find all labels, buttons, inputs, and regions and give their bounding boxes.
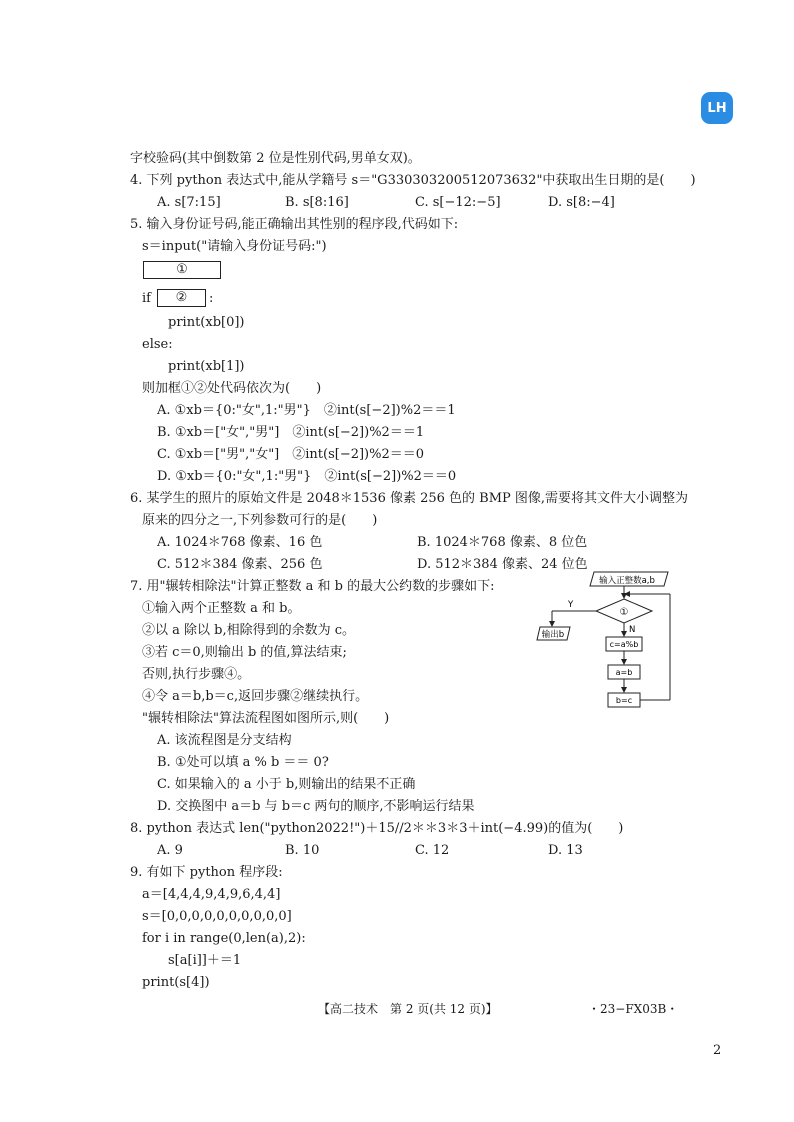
q8-option-b: B. 10 [285, 843, 320, 858]
q8-stem: 8. python 表达式 len("python2022!")＋15//2＊＊3＊3＋int(−4.99)的值为( ) [130, 821, 624, 836]
flow-step-c-label: c=a%b [609, 640, 639, 649]
flow-step-a-label: a=b [615, 668, 633, 677]
q9-code-line-1: a＝[4,4,4,9,4,9,6,4,4] [142, 887, 281, 902]
q5-option-c: C. ①xb＝["男","女"] ②int(s[−2])%2＝＝0 [157, 447, 425, 462]
flow-decision-label: ① [619, 607, 629, 618]
q9-stem: 9. 有如下 python 程序段: [130, 865, 283, 880]
q5-code-print1: print(xb[1]) [168, 359, 245, 374]
q5-blank-box-1: ① [143, 261, 221, 279]
q6-stem-line1: 6. 某学生的照片的原始文件是 2048＊1536 像素 256 色的 BMP 图像,需要将其文件大小调整为 [130, 491, 689, 506]
q3-tail-text: 字校验码(其中倒数第 2 位是性别代码,男单女双)。 [130, 151, 421, 166]
q7-step-2: ②以 a 除以 b,相除得到的余数为 c。 [142, 623, 356, 638]
q5-code-print0: print(xb[0]) [168, 315, 245, 330]
q5-if-colon: : [209, 291, 214, 306]
q5-blank-box-2: ② [157, 289, 206, 307]
q6-option-a: A. 1024＊768 像素、16 色 [157, 535, 323, 550]
q5-option-b: B. ①xb＝["女","男"] ②int(s[−2])%2＝＝1 [157, 425, 425, 440]
q5-option-d: D. ①xb＝{0:"女",1:"男"} ②int(s[−2])%2＝＝0 [157, 469, 457, 484]
q7-step-4: ④令 a＝b,b＝c,返回步骤②继续执行。 [142, 689, 369, 704]
q7-step-3: ③若 c＝0,则输出 b 的值,算法结束; [142, 645, 347, 660]
q8-option-a: A. 9 [157, 843, 183, 858]
q9-code-line-4: s[a[i]]＋＝1 [168, 953, 242, 968]
q4-option-a: A. s[7:15] [157, 195, 221, 210]
q4-stem: 4. 下列 python 表达式中,能从学籍号 s＝"G33030320051207363​2"中获取出生日期的是( ) [130, 173, 696, 188]
q4-option-c: C. s[−12:−5] [415, 195, 501, 210]
q8-option-d: D. 13 [548, 843, 583, 858]
q9-code-line-5: print(s[4]) [142, 975, 210, 990]
q4-option-d: D. s[8:−4] [548, 195, 615, 210]
q6-option-d: D. 512＊384 像素、24 位色 [417, 557, 588, 572]
flow-no-label: N [629, 625, 636, 635]
q6-option-c: C. 512＊384 像素、256 色 [157, 557, 323, 572]
flow-yes-label: Y [568, 600, 574, 610]
q5-question: 则加框①②处代码依次为( ) [142, 381, 322, 396]
flow-output-label: 输出b [541, 630, 565, 640]
q8-option-c: C. 12 [415, 843, 450, 858]
q5-option-a: A. ①xb＝{0:"女",1:"男"} ②int(s[−2])%2＝＝1 [157, 403, 456, 418]
q9-code-line-3: for i in range(0,len(a),2): [142, 931, 306, 946]
q4-option-b: B. s[8:16] [285, 195, 349, 210]
q7-option-b: B. ①处可以填 a % b ＝＝ 0? [157, 755, 329, 770]
q7-option-d: D. 交换图中 a＝b 与 b＝c 两句的顺序,不影响运行结果 [157, 799, 475, 814]
q7-stem: 7. 用"辗转相除法"计算正整数 a 和 b 的最大公约数的步骤如下: [130, 579, 495, 594]
q5-if-keyword: if [142, 291, 151, 306]
q6-stem-line2: 原来的四分之一,下列参数可行的是( ) [142, 513, 378, 528]
q5-code-else: else: [142, 337, 173, 352]
page-number: 2 [713, 1043, 722, 1058]
flow-input-label: 输入正整数a,b [599, 576, 655, 586]
q5-stem: 5. 输入身份证号码,能正确输出其性别的程序段,代码如下: [130, 217, 459, 232]
q7-step-1: ①输入两个正整数 a 和 b。 [142, 601, 301, 616]
footer-code: ・23−FX03B・ [588, 1002, 679, 1016]
q5-code-input-line: s＝input("请输入身份证号码:") [142, 239, 327, 254]
q9-code-line-2: s＝[0,0,0,0,0,0,0,0,0,0] [142, 909, 292, 924]
q7-option-a: A. 该流程图是分支结构 [157, 733, 292, 748]
flow-step-b-label: b=c [615, 696, 633, 705]
q6-option-b: B. 1024＊768 像素、8 位色 [417, 535, 588, 550]
q7-step-3-else: 否则,执行步骤④。 [142, 667, 251, 682]
footer-page-info: 【高二技术 第 2 页(共 12 页)】 [318, 1002, 498, 1016]
q7-option-c: C. 如果输入的 a 小于 b,则输出的结果不正确 [157, 777, 416, 792]
q7-question: "辗转相除法"算法流程图如图所示,则( ) [142, 711, 390, 726]
q7-flowchart [530, 570, 680, 716]
app-logo-icon: LH [701, 92, 733, 124]
